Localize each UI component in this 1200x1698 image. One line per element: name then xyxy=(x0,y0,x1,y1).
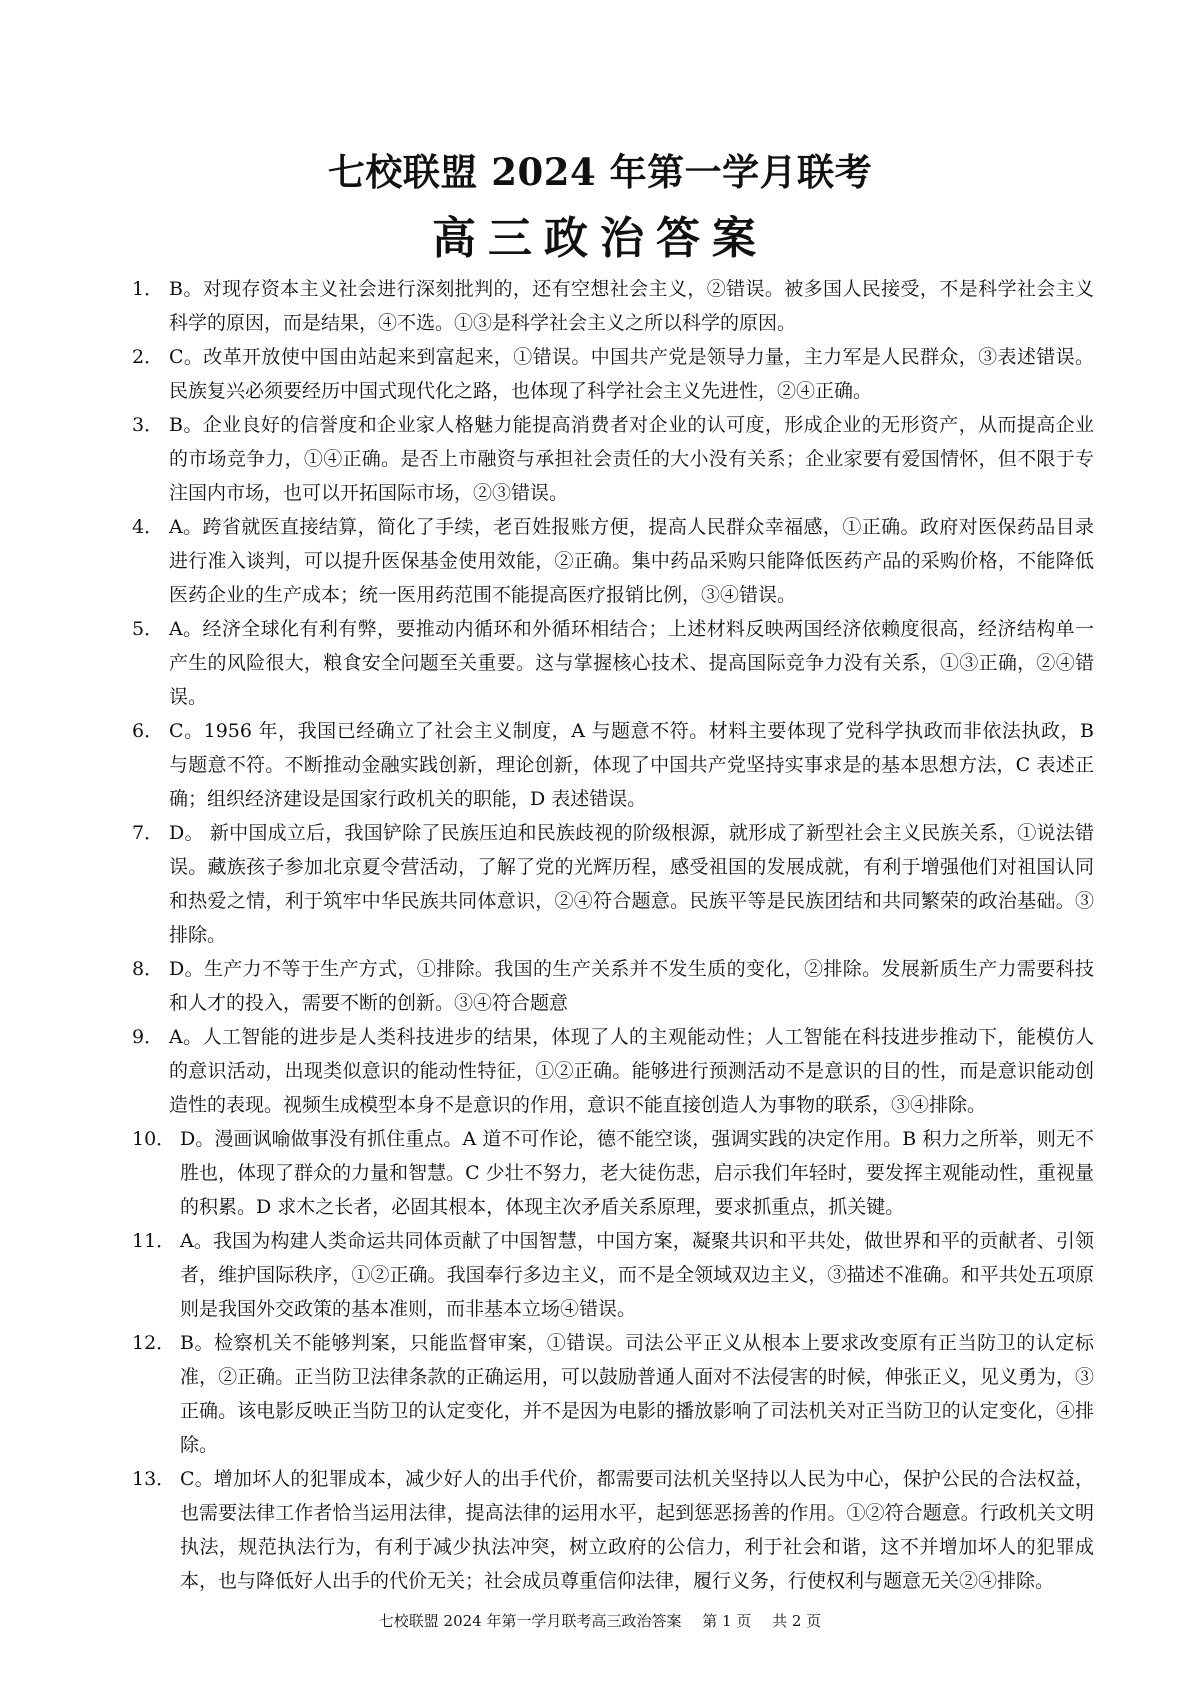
answer-number: 8． xyxy=(132,958,164,980)
exam-title: 七校联盟 2024 年第一学月联考 xyxy=(327,150,873,194)
answer-item xyxy=(132,714,1094,816)
answer-number: 11． xyxy=(132,1230,176,1252)
answer-item xyxy=(132,340,1094,408)
answer-text: A。我国为构建人类命运共同体贡献了中国智慧，中国方案，凝聚共识和平共处，做世界和平的贡献者、引领者，维护国际秩序，①②正确。我国奉行多边主义，而不是全领域双边主义，③描述不准确。和平共处五项原则是我国外交政策的基本准则，而非基本立场④错误。 xyxy=(180,1230,1094,1320)
answer-text: D。 新中国成立后，我国铲除了民族压迫和民族歧视的阶级根源，就形成了新型社会主义民族关系，①说法错误。藏族孩子参加北京夏令营活动，了解了党的光辉历程，感受祖国的发展成就，有利于增强他们对祖国认同和热爱之情，利于筑牢中华民族共同体意识，②④符合题意。民族平等是民族团结和共同繁荣的政治基础。③排除。 xyxy=(169,822,1094,946)
answer-item xyxy=(132,1122,1094,1224)
answer-item xyxy=(132,1462,1094,1598)
footer-doc-name: 七校联盟 2024 年第一学月联考高三政治答案 xyxy=(378,1612,682,1630)
answer-list xyxy=(132,272,1094,1598)
answer-text: B。企业良好的信誉度和企业家人格魅力能提高消费者对企业的认可度，形成企业的无形资产，从而提高企业的市场竞争力，①④正确。是否上市融资与承担社会责任的大小没有关系；企业家要有爱国情怀，但不限于专注国内市场，也可以开拓国际市场，②③错误。 xyxy=(169,414,1094,504)
page-footer xyxy=(0,1611,1200,1631)
answer-text: A。人工智能的进步是人类科技进步的结果，体现了人的主观能动性；人工智能在科技进步推动下，能模仿人的意识活动，出现类似意识的能动性特征，①②正确。能够进行预测活动不是意识的目的性，而是意识能动创造性的表现。视频生成模型本身不是意识的作用，意识不能直接创造人为事物的联系，③④排除。 xyxy=(169,1026,1094,1116)
answer-number: 5． xyxy=(132,618,164,640)
answer-item xyxy=(132,816,1094,952)
answer-item xyxy=(132,1326,1094,1462)
answer-key-title: 高三政治答案 xyxy=(432,213,768,264)
answer-text: C。1956 年，我国已经确立了社会主义制度，A 与题意不符。材料主要体现了党科学执政而非依法执政，B 与题意不符。不断推动金融实践创新，理论创新，体现了中国共产党坚持实事求是的基本思想方法，C 表述正确；组织经济建设是国家行政机关的职能，D 表述错误。 xyxy=(169,720,1094,810)
answer-number: 1． xyxy=(132,278,164,300)
answer-number: 13． xyxy=(132,1468,176,1490)
answer-text: D。漫画讽喻做事没有抓住重点。A 道不可作论，德不能空谈，强调实践的决定作用。B 积力之所举，则无不胜也，体现了群众的力量和智慧。C 少壮不努力，老大徒伤悲，启示我们年轻时，要发挥主观能动性，重视量的积累。D 求木之长者，必固其根本，体现主次矛盾关系原理，要求抓重点，抓关键。 xyxy=(180,1128,1094,1218)
footer-page-number: 第 1 页 xyxy=(702,1612,752,1630)
answer-item xyxy=(132,272,1094,340)
answer-text: A。经济全球化有利有弊，要推动内循环和外循环相结合；上述材料反映两国经济依赖度很高，经济结构单一产生的风险很大，粮食安全问题至关重要。这与掌握核心技术、提高国际竞争力没有关系，①③正确，②④错误。 xyxy=(169,618,1094,708)
answer-number: 10． xyxy=(132,1128,176,1150)
answer-item xyxy=(132,612,1094,714)
answer-text: C。增加坏人的犯罪成本，减少好人的出手代价，都需要司法机关坚持以人民为中心，保护公民的合法权益，也需要法律工作者恰当运用法律，提高法律的运用水平，起到惩恶扬善的作用。①②符合题意。行政机关文明执法，规范执法行为，有利于减少执法冲突，树立政府的公信力，利于社会和谐，这不并增加坏人的犯罪成本，也与降低好人出手的代价无关；社会成员尊重信仰法律，履行义务，行使权利与题意无关②④排除。 xyxy=(180,1468,1094,1592)
answer-text: A。跨省就医直接结算，简化了手续，老百姓报账方便，提高人民群众幸福感，①正确。政府对医保药品目录进行准入谈判，可以提升医保基金使用效能，②正确。集中药品采购只能降低医药产品的采购价格，不能降低医药企业的生产成本；统一医用药范围不能提高医疗报销比例，③④错误。 xyxy=(169,516,1094,606)
answer-number: 3． xyxy=(132,414,164,436)
answer-number: 6． xyxy=(132,720,164,742)
answer-item xyxy=(132,1224,1094,1326)
answer-text: B。对现存资本主义社会进行深刻批判的，还有空想社会主义，②错误。被多国人民接受，不是科学社会主义科学的原因，而是结果，④不选。①③是科学社会主义之所以科学的原因。 xyxy=(169,278,1094,334)
answer-item xyxy=(132,1020,1094,1122)
answer-text: D。生产力不等于生产方式，①排除。我国的生产关系并不发生质的变化，②排除。发展新质生产力需要科技和人才的投入，需要不断的创新。③④符合题意 xyxy=(169,958,1094,1014)
answer-number: 12． xyxy=(132,1332,176,1354)
answer-number: 4． xyxy=(132,516,164,538)
footer-page-total: 共 2 页 xyxy=(772,1612,822,1630)
answer-number: 7． xyxy=(132,822,164,844)
answer-number: 2． xyxy=(132,346,164,368)
answer-text: B。检察机关不能够判案，只能监督审案，①错误。司法公平正义从根本上要求改变原有正当防卫的认定标准，②正确。正当防卫法律条款的正确运用，可以鼓励普通人面对不法侵害的时候，伸张正义，见义勇为，③正确。该电影反映正当防卫的认定变化，并不是因为电影的播放影响了司法机关对正当防卫的认定变化，④排除。 xyxy=(180,1332,1094,1456)
answer-number: 9． xyxy=(132,1026,164,1048)
answer-item xyxy=(132,408,1094,510)
answer-text: C。改革开放使中国由站起来到富起来，①错误。中国共产党是领导力量，主力军是人民群众，③表述错误。民族复兴必须要经历中国式现代化之路，也体现了科学社会主义先进性，②④正确。 xyxy=(169,346,1094,402)
answer-item xyxy=(132,952,1094,1020)
answer-item xyxy=(132,510,1094,612)
